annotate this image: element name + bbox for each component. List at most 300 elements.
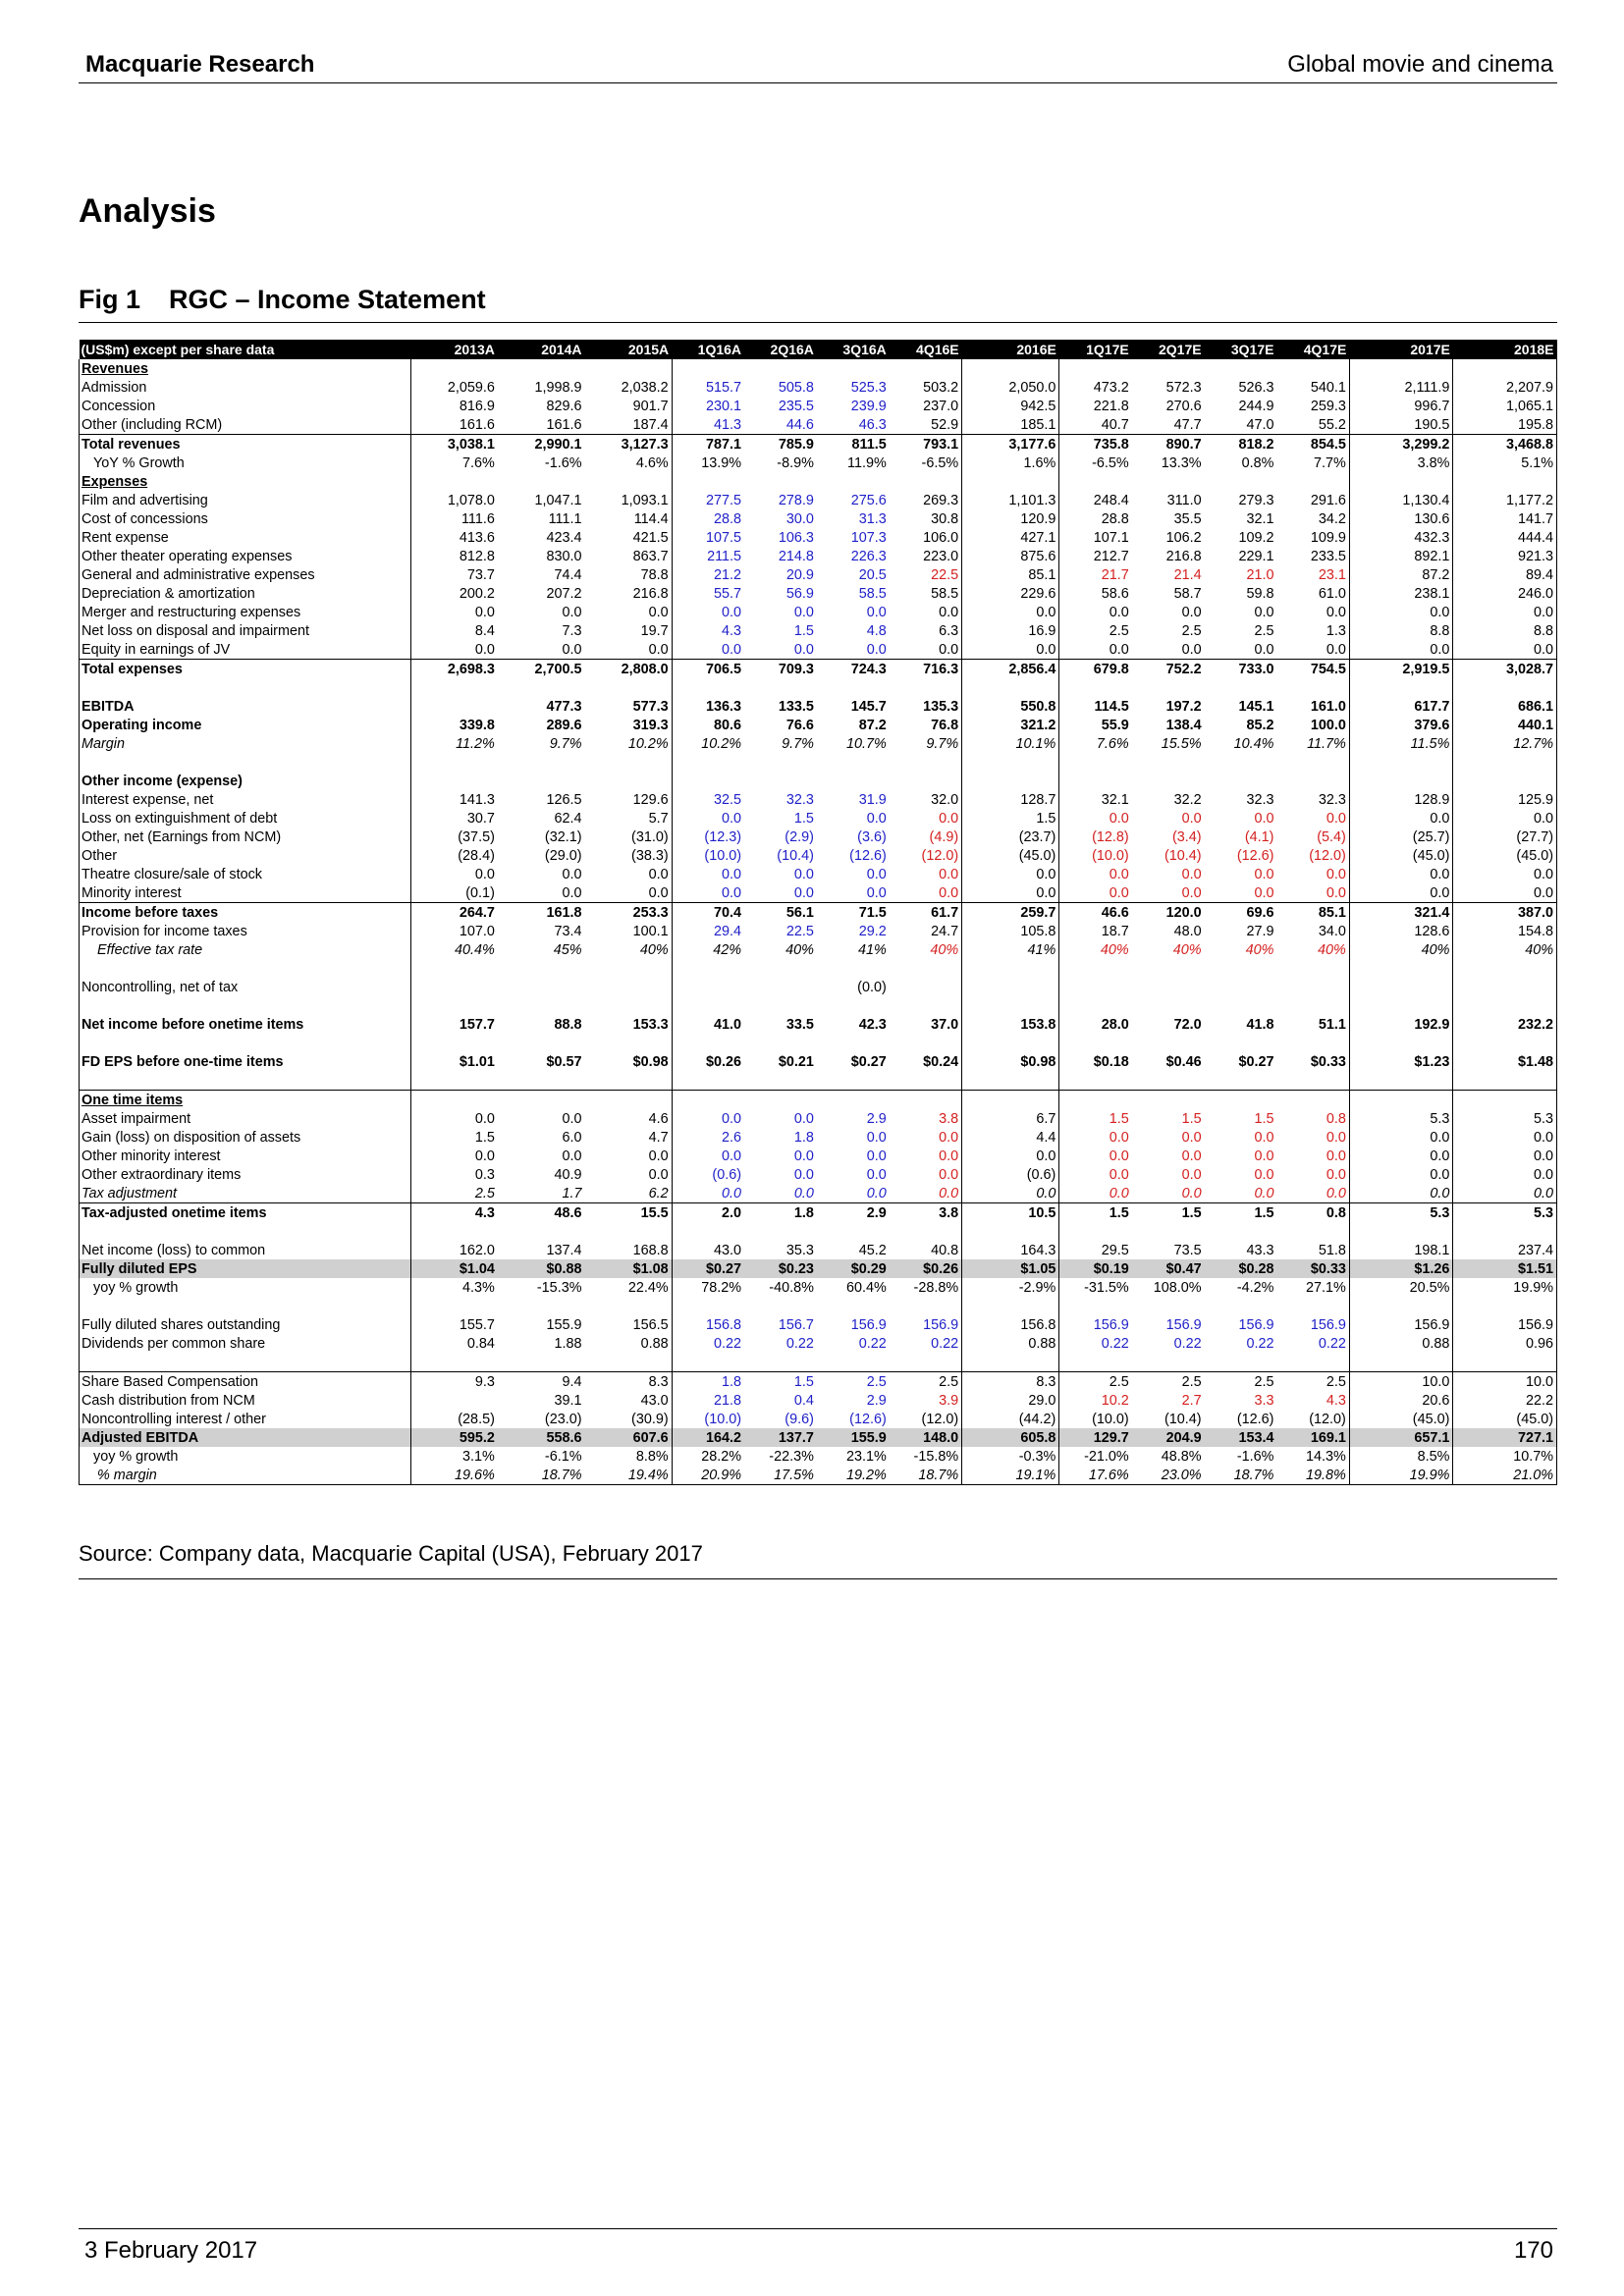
- table-row: [80, 378, 1557, 397]
- table-cell: $0.47: [1132, 1259, 1205, 1278]
- table-cell: (3.6): [857, 828, 887, 845]
- table-cell: 0.0: [1181, 884, 1202, 901]
- table-cell: 19.9%: [1349, 1466, 1453, 1485]
- table-cell: 0.0: [1276, 865, 1349, 883]
- table-cell: 0.22: [1173, 1335, 1202, 1352]
- table-cell: 8.8%: [585, 1447, 673, 1466]
- table-cell: 0.0: [890, 883, 962, 903]
- table-cell: 40.7: [1101, 416, 1129, 433]
- empty-cell: [890, 1091, 962, 1110]
- table-cell: [410, 1391, 498, 1410]
- table-cell: [890, 978, 962, 996]
- empty-cell: [585, 1297, 673, 1315]
- table-cell: 153.4: [1205, 1428, 1277, 1447]
- table-cell: 2.5: [1254, 1373, 1274, 1390]
- table-cell: 44.6: [785, 416, 814, 433]
- table-cell: 32.3: [1246, 791, 1274, 808]
- table-cell: (45.0): [1349, 1410, 1453, 1428]
- empty-cell: [1132, 1297, 1205, 1315]
- table-cell: 605.8: [962, 1428, 1059, 1447]
- empty-cell: [410, 959, 498, 978]
- table-cell: 153.8: [962, 1015, 1059, 1034]
- table-cell: 78.8: [585, 565, 673, 584]
- empty-cell: [498, 1091, 585, 1110]
- table-cell: 128.7: [962, 790, 1059, 809]
- table-cell: 607.6: [585, 1428, 673, 1447]
- table-cell: 818.2: [1205, 435, 1277, 454]
- empty-cell: [817, 359, 890, 378]
- table-cell: 42.3: [858, 1016, 887, 1033]
- empty-cell: [817, 959, 890, 978]
- table-cell: $0.26: [706, 1053, 742, 1070]
- table-cell: 686.1: [1453, 697, 1557, 716]
- table-cell: 19.7: [585, 621, 673, 640]
- empty-cell: [1059, 772, 1132, 790]
- table-cell: 0.22: [1246, 1335, 1274, 1352]
- row-label-empty: [80, 753, 411, 772]
- table-cell: 5.7: [585, 809, 673, 828]
- table-cell: 73.5: [1173, 1242, 1202, 1258]
- table-cell: (12.3): [704, 828, 742, 845]
- empty-cell: [410, 472, 498, 491]
- table-cell: 216.8: [585, 584, 673, 603]
- table-cell: 23.1: [1276, 565, 1349, 584]
- table-cell: 157.7: [459, 1016, 495, 1033]
- empty-cell: [498, 678, 585, 697]
- table-cell: 279.3: [1238, 492, 1274, 508]
- table-cell: 18.7: [1101, 923, 1129, 939]
- empty-cell: [962, 678, 1059, 697]
- table-cell: 48.0: [1173, 923, 1202, 939]
- empty-cell: [1349, 772, 1453, 790]
- table-cell: 21.0: [1246, 566, 1274, 583]
- table-cell: 1,078.0: [447, 492, 495, 508]
- table-cell: 2,059.6: [447, 379, 495, 396]
- table-row: [80, 565, 1557, 584]
- table-cell: 229.6: [962, 584, 1059, 603]
- empty-cell: [585, 1034, 673, 1052]
- table-row: [80, 978, 1557, 996]
- table-cell: 8.3: [962, 1372, 1059, 1392]
- table-cell: 3.9: [890, 1391, 962, 1410]
- page-footer: [79, 2228, 1557, 2265]
- spacer-row: [80, 678, 1557, 697]
- table-cell: 21.0%: [1453, 1466, 1557, 1485]
- table-cell: 7.6%: [1096, 735, 1129, 752]
- table-cell: [585, 978, 673, 996]
- table-cell: $0.28: [1205, 1259, 1277, 1278]
- table-cell: 58.6: [1101, 585, 1129, 602]
- table-cell: 0.0: [1181, 866, 1202, 882]
- spacer-row: [80, 1297, 1557, 1315]
- empty-cell: [1059, 996, 1132, 1015]
- table-cell: 128.9: [1349, 790, 1453, 809]
- table-row: [80, 1203, 1557, 1223]
- table-row: [80, 734, 1557, 753]
- table-cell: (23.7): [962, 828, 1059, 846]
- table-cell: 0.0: [1109, 866, 1129, 882]
- table-row: [80, 472, 1557, 491]
- table-cell: 0.0: [1181, 641, 1202, 658]
- table-cell: (12.8): [1092, 828, 1129, 845]
- table-cell: 216.8: [1165, 548, 1202, 564]
- table-cell: 0.0: [1349, 1147, 1453, 1165]
- table-cell: 58.5: [858, 585, 887, 602]
- table-cell: 0.0: [890, 809, 962, 828]
- table-cell: 3,127.3: [585, 435, 673, 454]
- table-cell: 2.5: [1254, 622, 1274, 639]
- table-row: [80, 509, 1557, 528]
- table-cell: 28.0: [1101, 1016, 1129, 1033]
- table-cell: 1,047.1: [534, 492, 582, 508]
- table-cell: 22.4%: [585, 1278, 673, 1297]
- table-cell: 0.0: [1349, 865, 1453, 883]
- row-label: Other theater operating expenses: [80, 547, 411, 565]
- empty-cell: [1205, 678, 1277, 697]
- table-cell: 10.2%: [585, 734, 673, 753]
- empty-cell: [1132, 1071, 1205, 1091]
- table-cell: 223.0: [890, 547, 962, 565]
- table-cell: 221.8: [1093, 398, 1129, 414]
- table-cell: 733.0: [1205, 660, 1277, 679]
- spacer-row: [80, 1222, 1557, 1241]
- table-cell: $1.51: [1453, 1259, 1557, 1278]
- table-cell: 19.9%: [1453, 1278, 1557, 1297]
- row-label: Cost of concessions: [80, 509, 411, 528]
- column-header: 2013A: [410, 340, 498, 359]
- table-cell: 8.3: [585, 1372, 673, 1392]
- table-cell: 0.0: [1276, 1147, 1349, 1165]
- empty-cell: [962, 359, 1059, 378]
- empty-cell: [1059, 753, 1132, 772]
- table-cell: 0.0: [1181, 1129, 1202, 1146]
- table-cell: 1.8: [744, 1203, 817, 1223]
- table-cell: 14.3%: [1276, 1447, 1349, 1466]
- table-cell: 0.22: [858, 1335, 887, 1352]
- table-cell: 29.2: [858, 923, 887, 939]
- row-label-empty: [80, 678, 411, 697]
- table-cell: 1.5: [793, 622, 814, 639]
- row-label: Fully diluted shares outstanding: [80, 1315, 411, 1334]
- table-cell: [744, 978, 817, 996]
- table-cell: 238.1: [1349, 584, 1453, 603]
- table-cell: 120.0: [1132, 903, 1205, 923]
- table-cell: 440.1: [1453, 716, 1557, 734]
- table-cell: 2.7: [1181, 1392, 1202, 1409]
- table-cell: 0.0: [1109, 641, 1129, 658]
- table-cell: (44.2): [962, 1410, 1059, 1428]
- table-row: [80, 1410, 1557, 1428]
- table-cell: 477.3: [546, 698, 582, 715]
- table-cell: 32.1: [1246, 510, 1274, 527]
- empty-cell: [890, 678, 962, 697]
- table-cell: 0.0: [962, 1147, 1059, 1165]
- spacer-row: [80, 1071, 1557, 1091]
- empty-cell: [962, 753, 1059, 772]
- table-row: [80, 790, 1557, 809]
- empty-cell: [817, 772, 890, 790]
- corner-label: (US$m) except per share data: [80, 340, 411, 359]
- table-cell: 11.7%: [1276, 734, 1349, 753]
- table-cell: 76.6: [785, 717, 814, 733]
- table-cell: 154.8: [1453, 922, 1557, 940]
- table-cell: 3.1%: [462, 1448, 495, 1465]
- table-cell: 41%: [962, 940, 1059, 959]
- table-cell: 169.1: [1276, 1428, 1349, 1447]
- empty-cell: [1132, 996, 1205, 1015]
- empty-cell: [585, 678, 673, 697]
- table-cell: 6.3: [890, 621, 962, 640]
- table-cell: 0.0: [585, 865, 673, 883]
- empty-cell: [962, 772, 1059, 790]
- table-cell: 40%: [1245, 941, 1274, 958]
- table-cell: 0.0: [793, 1166, 814, 1183]
- table-cell: 7.7%: [1276, 454, 1349, 472]
- table-cell: 76.8: [890, 716, 962, 734]
- row-label: Share Based Compensation: [80, 1372, 411, 1392]
- table-cell: 2.5: [474, 1185, 495, 1201]
- table-cell: (0.6): [962, 1165, 1059, 1184]
- table-row: [80, 640, 1557, 660]
- table-cell: $0.27: [672, 1259, 744, 1278]
- table-cell: 558.6: [498, 1428, 585, 1447]
- empty-cell: [817, 1091, 890, 1110]
- table-cell: 526.3: [1238, 379, 1274, 396]
- table-row: [80, 883, 1557, 903]
- empty-cell: [1453, 753, 1557, 772]
- table-cell: 43.0: [714, 1242, 742, 1258]
- table-cell: 617.7: [1349, 697, 1453, 716]
- table-cell: 1.5: [474, 1129, 495, 1146]
- column-header: 3Q17E: [1205, 340, 1277, 359]
- empty-cell: [890, 996, 962, 1015]
- table-cell: 0.0: [474, 1110, 495, 1127]
- table-cell: -4.2%: [1236, 1279, 1274, 1296]
- table-cell: 0.0: [890, 1184, 962, 1203]
- table-cell: 51.8: [1276, 1241, 1349, 1259]
- table-cell: [672, 978, 744, 996]
- spacer-row: [80, 753, 1557, 772]
- table-cell: 10.7%: [1453, 1447, 1557, 1466]
- table-cell: 275.6: [850, 492, 887, 508]
- table-cell: 74.4: [554, 566, 582, 583]
- table-cell: (12.6): [849, 1411, 887, 1427]
- table-cell: 46.6: [1059, 903, 1132, 923]
- table-cell: 942.5: [962, 397, 1059, 415]
- table-cell: 107.5: [706, 529, 742, 546]
- table-cell: 1.8: [793, 1129, 814, 1146]
- table-cell: 40%: [585, 940, 673, 959]
- empty-cell: [1205, 772, 1277, 790]
- table-row: [80, 697, 1557, 716]
- table-cell: 87.2: [858, 717, 887, 733]
- empty-cell: [1349, 1353, 1453, 1372]
- table-cell: (45.0): [1453, 1410, 1557, 1428]
- table-cell: 0.0: [1453, 603, 1557, 621]
- table-cell: 0.0: [866, 1166, 887, 1183]
- empty-cell: [1349, 1071, 1453, 1091]
- table-cell: 41%: [857, 941, 887, 958]
- table-cell: (10.0): [1092, 847, 1129, 864]
- spacer-row: [80, 959, 1557, 978]
- column-header: 2016E: [962, 340, 1059, 359]
- row-label: Provision for income taxes: [80, 922, 411, 940]
- empty-cell: [672, 1222, 744, 1241]
- table-row: [80, 1241, 1557, 1259]
- table-cell: 8.4: [474, 622, 495, 639]
- table-cell: 19.1%: [962, 1466, 1059, 1485]
- table-cell: 18.7%: [890, 1466, 962, 1485]
- table-cell: -15.8%: [890, 1447, 962, 1466]
- table-cell: 4.6%: [585, 454, 673, 472]
- table-cell: 3,028.7: [1453, 660, 1557, 679]
- table-cell: 120.9: [962, 509, 1059, 528]
- empty-cell: [1059, 359, 1132, 378]
- empty-cell: [1132, 1353, 1205, 1372]
- table-cell: 0.0: [1254, 810, 1274, 827]
- table-cell: 875.6: [962, 547, 1059, 565]
- table-cell: (4.9): [890, 828, 962, 846]
- table-cell: (12.0): [1276, 1410, 1349, 1428]
- table-cell: 0.0: [1181, 1148, 1202, 1164]
- table-cell: 161.8: [498, 903, 585, 923]
- table-cell: (45.0): [1349, 846, 1453, 865]
- empty-cell: [890, 1353, 962, 1372]
- column-header: 3Q16A: [817, 340, 890, 359]
- table-cell: 321.4: [1349, 903, 1453, 923]
- table-cell: 1.7: [562, 1185, 582, 1201]
- table-cell: 473.2: [1093, 379, 1129, 396]
- table-cell: 2.5: [1181, 622, 1202, 639]
- table-cell: 996.7: [1349, 397, 1453, 415]
- empty-cell: [1276, 996, 1349, 1015]
- table-cell: 785.9: [744, 435, 817, 454]
- table-cell: [962, 978, 1059, 996]
- table-cell: 235.5: [778, 398, 814, 414]
- table-cell: (23.0): [544, 1411, 582, 1427]
- table-cell: 10.2: [1101, 1392, 1129, 1409]
- table-cell: 921.3: [1453, 547, 1557, 565]
- table-cell: 30.7: [466, 810, 495, 827]
- row-label: Interest expense, net: [80, 790, 411, 809]
- table-cell: 40%: [1349, 940, 1453, 959]
- table-cell: (45.0): [962, 846, 1059, 865]
- table-cell: 211.5: [707, 548, 742, 564]
- table-cell: 145.1: [1238, 698, 1274, 715]
- table-cell: 20.5: [858, 566, 887, 583]
- table-cell: 0.0: [890, 865, 962, 883]
- table-cell: 379.6: [1349, 716, 1453, 734]
- empty-cell: [1453, 1353, 1557, 1372]
- page-number: 170: [1513, 2237, 1553, 2264]
- table-cell: 0.0: [962, 865, 1059, 883]
- empty-cell: [1205, 1297, 1277, 1315]
- table-cell: 106.0: [890, 528, 962, 547]
- empty-cell: [1059, 678, 1132, 697]
- table-row: [80, 603, 1557, 621]
- table-cell: 0.22: [890, 1334, 962, 1353]
- table-cell: 0.0: [1109, 810, 1129, 827]
- table-cell: 259.3: [1276, 397, 1349, 415]
- table-cell: 136.3: [706, 698, 742, 715]
- table-cell: 0.0: [1276, 883, 1349, 903]
- empty-cell: [962, 1222, 1059, 1241]
- table-cell: 0.0: [866, 1185, 887, 1201]
- table-cell: 22.2: [1453, 1391, 1557, 1410]
- table-cell: 15.5%: [1161, 735, 1202, 752]
- table-cell: 0.88: [585, 1334, 673, 1353]
- table-cell: 863.7: [585, 547, 673, 565]
- table-cell: 156.9: [1093, 1316, 1129, 1333]
- empty-cell: [1276, 753, 1349, 772]
- table-cell: 129.7: [1059, 1428, 1132, 1447]
- table-cell: 901.7: [585, 397, 673, 415]
- table-cell: 156.5: [585, 1315, 673, 1334]
- table-cell: 0.0: [866, 884, 887, 901]
- table-cell: 28.2%: [701, 1448, 742, 1465]
- table-cell: 0.0: [793, 604, 814, 620]
- table-cell: -1.6%: [1236, 1448, 1274, 1465]
- table-cell: -6.5%: [1092, 454, 1129, 471]
- table-cell: 28.8: [714, 510, 742, 527]
- table-row: [80, 415, 1557, 435]
- table-cell: 0.0: [962, 1184, 1059, 1203]
- table-cell: 595.2: [410, 1428, 498, 1447]
- table-row: [80, 359, 1557, 378]
- table-cell: 4.3%: [462, 1279, 495, 1296]
- row-label-empty: [80, 959, 411, 978]
- table-cell: 2.6: [722, 1129, 742, 1146]
- table-cell: 85.2: [1246, 717, 1274, 733]
- table-cell: 18.7%: [1205, 1466, 1277, 1485]
- table-cell: 52.9: [890, 415, 962, 435]
- empty-cell: [1059, 1071, 1132, 1091]
- table-cell: (32.1): [544, 828, 582, 845]
- table-cell: 0.0: [585, 883, 673, 903]
- table-cell: 59.8: [1246, 585, 1274, 602]
- table-cell: (28.4): [458, 847, 495, 864]
- table-cell: 0.0: [1453, 1128, 1557, 1147]
- empty-cell: [410, 996, 498, 1015]
- empty-cell: [1276, 1353, 1349, 1372]
- empty-cell: [585, 996, 673, 1015]
- table-cell: $1.05: [962, 1259, 1059, 1278]
- table-cell: 40%: [1100, 941, 1129, 958]
- empty-cell: [498, 1222, 585, 1241]
- empty-cell: [890, 1034, 962, 1052]
- empty-cell: [672, 996, 744, 1015]
- table-cell: 2,919.5: [1349, 660, 1453, 679]
- table-cell: 47.7: [1173, 416, 1202, 433]
- source-note: Source: Company data, Macquarie Capital (USA), February 2017: [79, 1541, 1557, 1579]
- table-cell: 0.84: [466, 1335, 495, 1352]
- table-row: [80, 1278, 1557, 1297]
- table-cell: 88.8: [554, 1016, 582, 1033]
- table-cell: 4.3: [722, 622, 742, 639]
- table-cell: 248.4: [1093, 492, 1129, 508]
- table-cell: 0.0: [562, 866, 582, 882]
- empty-cell: [1132, 772, 1205, 790]
- table-cell: $0.29: [817, 1259, 890, 1278]
- empty-cell: [1349, 359, 1453, 378]
- table-cell: 56.9: [785, 585, 814, 602]
- table-cell: 156.8: [962, 1315, 1059, 1334]
- table-cell: 4.3: [1276, 1391, 1349, 1410]
- row-label: General and administrative expenses: [80, 565, 411, 584]
- empty-cell: [890, 1222, 962, 1241]
- table-cell: 427.1: [962, 528, 1059, 547]
- table-cell: $1.23: [1349, 1052, 1453, 1071]
